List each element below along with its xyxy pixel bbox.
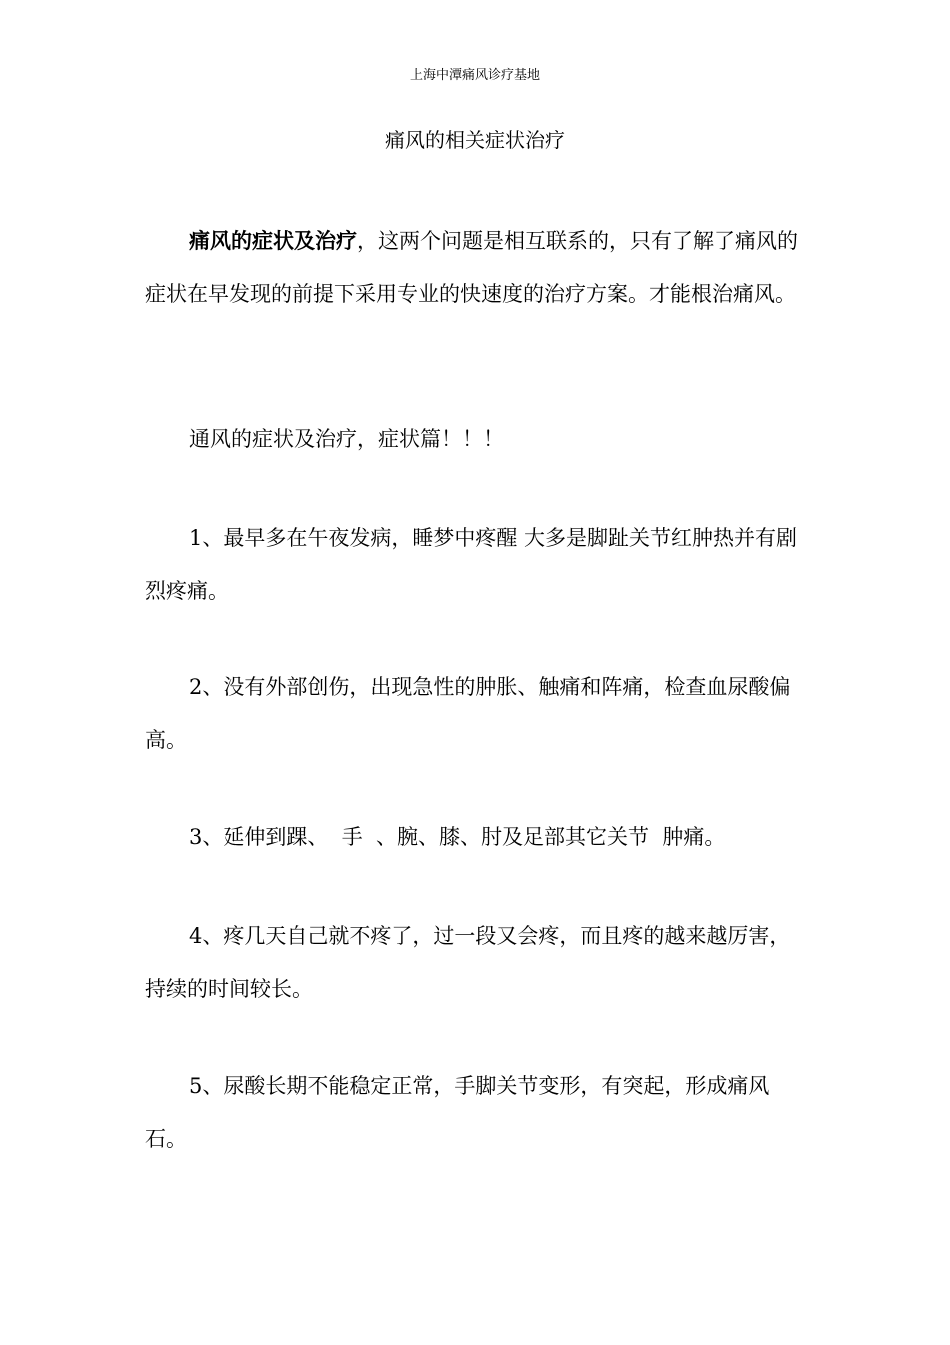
intro-bold-lead: 痛风的症状及治疗 <box>189 228 357 253</box>
symptom-item-2: 2、没有外部创伤，出现急性的肿胀、触痛和阵痛，检查血尿酸偏高。 <box>145 675 791 752</box>
document-title: 痛风的相关症状治疗 <box>385 128 565 152</box>
symptoms-subheading: 通风的症状及治疗，症状篇！！！ <box>189 427 504 451</box>
symptom-item-5: 5、尿酸长期不能稳定正常，手脚关节变形，有突起，形成痛风石。 <box>145 1074 770 1151</box>
intro-text: ，这两个问题是相互联系的，只有了解了痛风的症状在早发现的前提下采用专业的快速度的治疗方案。才能根治痛风。 <box>145 229 798 306</box>
symptom-item-3: 3、延伸到踝、 手 、腕、膝、肘及足部其它关节 肿痛。 <box>189 825 726 849</box>
intro-paragraph <box>145 214 809 321</box>
page-header: 上海中潭痛风诊疗基地 <box>409 68 540 83</box>
symptom-item-1: 1、最早多在午夜发病，睡梦中疼醒 大多是脚趾关节红肿热并有剧烈疼痛。 <box>145 526 798 603</box>
symptom-item-4: 4、疼几天自己就不疼了，过一段又会疼，而且疼的越来越厉害，持续的时间较长。 <box>145 924 791 1001</box>
